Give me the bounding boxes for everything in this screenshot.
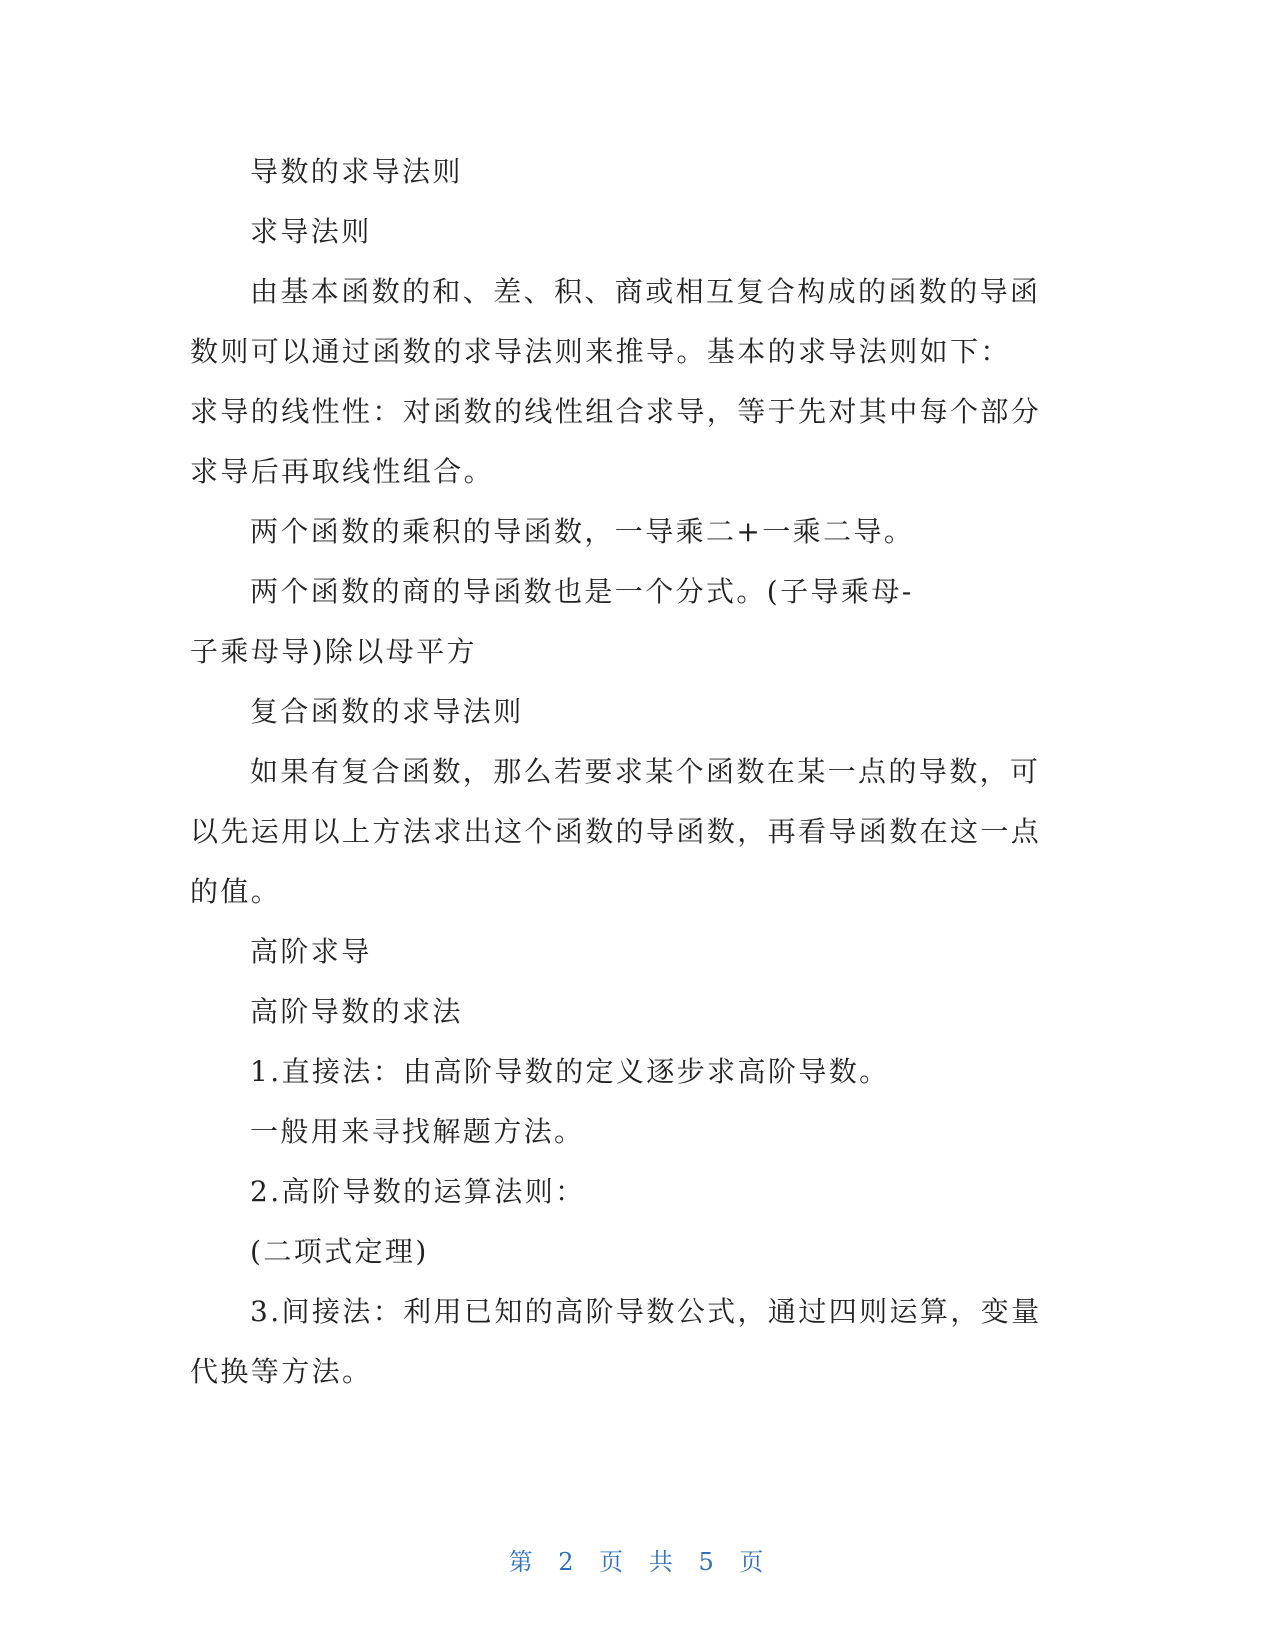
footer-page-unit: 页 <box>599 1548 627 1576</box>
paragraph-line: 一般用来寻找解题方法。 <box>250 1115 585 1148</box>
paragraph-line: 代换等方法。 <box>190 1355 373 1388</box>
paragraph-line: 以先运用以上方法求出这个函数的导函数，再看导函数在这一点 <box>190 815 1042 848</box>
paragraph-line: 由基本函数的和、差、积、商或相互复合构成的函数的导函 <box>250 275 1041 308</box>
footer-current-page: 2 <box>558 1548 577 1576</box>
paragraph-line: (二项式定理) <box>250 1235 429 1268</box>
list-item: 1.直接法：由高阶导数的定义逐步求高阶导数。 <box>250 1055 890 1088</box>
footer-total-prefix: 共 <box>648 1548 676 1576</box>
page-footer <box>0 1542 1275 1577</box>
heading-derivative-rules: 导数的求导法则 <box>250 155 463 188</box>
paragraph-line: 两个函数的乘积的导函数，一导乘二+一乘二导。 <box>250 515 915 548</box>
footer-total-unit: 页 <box>739 1548 767 1576</box>
subheading-rules: 求导法则 <box>250 215 372 248</box>
paragraph-line: 求导的线性性：对函数的线性组合求导，等于先对其中每个部分 <box>190 395 1042 428</box>
paragraph-line: 求导后再取线性组合。 <box>190 455 495 488</box>
subheading-higher-order-methods: 高阶导数的求法 <box>250 995 463 1028</box>
paragraph-line: 数则可以通过函数的求导法则来推导。基本的求导法则如下： <box>190 335 1011 368</box>
paragraph-line: 的值。 <box>190 875 282 908</box>
subheading-composite-rule: 复合函数的求导法则 <box>250 695 524 728</box>
footer-prefix: 第 <box>508 1548 536 1576</box>
footer-total-pages: 5 <box>698 1548 717 1576</box>
subheading-higher-order: 高阶求导 <box>250 935 372 968</box>
list-item: 3.间接法：利用已知的高阶导数公式，通过四则运算，变量 <box>250 1295 1042 1328</box>
paragraph-line: 如果有复合函数，那么若要求某个函数在某一点的导数，可 <box>250 755 1041 788</box>
list-item: 2.高阶导数的运算法则： <box>250 1175 586 1208</box>
paragraph-line: 子乘母导)除以母平方 <box>190 635 477 668</box>
paragraph-line: 两个函数的商的导函数也是一个分式。(子导乘母- <box>250 575 914 608</box>
document-body <box>190 142 1070 1402</box>
